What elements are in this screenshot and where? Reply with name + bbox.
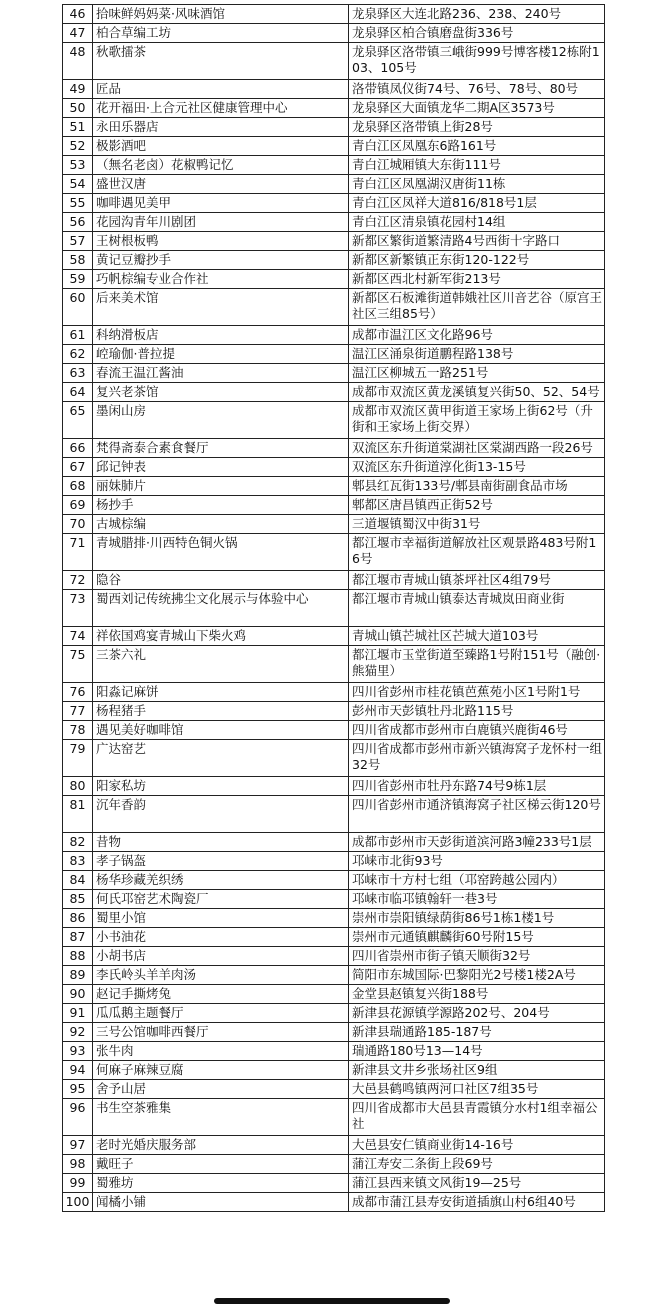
shop-name: 李氏岭头羊羊肉汤 — [93, 966, 349, 985]
shop-address: 新都区西北村新军街213号 — [349, 270, 605, 289]
table-row — [63, 1174, 605, 1193]
row-number: 92 — [63, 1023, 93, 1042]
shop-name: 黄记豆瓣抄手 — [93, 251, 349, 270]
row-number: 65 — [63, 402, 93, 439]
row-number: 91 — [63, 1004, 93, 1023]
shop-name: 阳家私坊 — [93, 777, 349, 796]
table-row — [63, 80, 605, 99]
row-number: 49 — [63, 80, 93, 99]
table-row — [63, 515, 605, 534]
shop-name: 遇见美好咖啡馆 — [93, 721, 349, 740]
row-number: 71 — [63, 534, 93, 571]
table-row — [63, 43, 605, 80]
table-row — [63, 1042, 605, 1061]
shop-name: 三茶六礼 — [93, 646, 349, 683]
shop-address: 青白江区凤凰湖汉唐街11栋 — [349, 175, 605, 194]
table-row — [63, 156, 605, 175]
row-number: 48 — [63, 43, 93, 80]
table-row — [63, 890, 605, 909]
row-number: 96 — [63, 1099, 93, 1136]
table-row — [63, 213, 605, 232]
shop-address: 大邑县安仁镇商业街14-16号 — [349, 1136, 605, 1155]
shop-address: 新都区石板滩街道韩娥社区川音艺谷（原宫王社区三组85号） — [349, 289, 605, 326]
shop-address: 成都市双流区黄龙溪镇复兴街50、52、54号 — [349, 383, 605, 402]
shop-name: 蜀西刘记传统拂尘文化展示与体验中心 — [93, 590, 349, 627]
shop-name: 墨闲山房 — [93, 402, 349, 439]
row-number: 56 — [63, 213, 93, 232]
row-number: 47 — [63, 24, 93, 43]
table-row — [63, 852, 605, 871]
row-number: 99 — [63, 1174, 93, 1193]
table-row — [63, 1004, 605, 1023]
table-row — [63, 175, 605, 194]
shop-list-table — [62, 4, 605, 1212]
shop-name: 赵记手撕烤兔 — [93, 985, 349, 1004]
row-number: 82 — [63, 833, 93, 852]
shop-name: 沉年香韵 — [93, 796, 349, 833]
table-row — [63, 947, 605, 966]
row-number: 62 — [63, 345, 93, 364]
table-row — [63, 966, 605, 985]
row-number: 98 — [63, 1155, 93, 1174]
table-row — [63, 796, 605, 833]
shop-address: 新津县文井乡张场社区9组 — [349, 1061, 605, 1080]
row-number: 74 — [63, 627, 93, 646]
shop-name: 三号公馆咖啡西餐厅 — [93, 1023, 349, 1042]
shop-address: 大邑县鹤鸣镇两河口社区7组35号 — [349, 1080, 605, 1099]
shop-name: 昔物 — [93, 833, 349, 852]
table-row — [63, 909, 605, 928]
shop-address: 邛崃市十方村七组（邛窑跨越公园内） — [349, 871, 605, 890]
shop-address: 都江堰市青城山镇泰达青城岚田商业街 — [349, 590, 605, 627]
row-number: 86 — [63, 909, 93, 928]
shop-address: 四川省彭州市桂花镇芭蕉苑小区1号附1号 — [349, 683, 605, 702]
shop-address: 温江区柳城五一路251号 — [349, 364, 605, 383]
shop-name: 杨抄手 — [93, 496, 349, 515]
table-row — [63, 5, 605, 24]
shop-address: 成都市蒲江县寿安街道插旗山村6组40号 — [349, 1193, 605, 1212]
shop-name: 祥依国鸡宴青城山下柴火鸡 — [93, 627, 349, 646]
shop-address: 彭州市天彭镇牡丹北路115号 — [349, 702, 605, 721]
shop-name: 盛世汉唐 — [93, 175, 349, 194]
shop-name: 蜀雅坊 — [93, 1174, 349, 1193]
row-number: 87 — [63, 928, 93, 947]
table-row — [63, 702, 605, 721]
table-row — [63, 1155, 605, 1174]
shop-address: 洛带镇凤仪街74号、76号、78号、80号 — [349, 80, 605, 99]
row-number: 59 — [63, 270, 93, 289]
row-number: 63 — [63, 364, 93, 383]
shop-address: 四川省成都市彭州市白鹿镇兴鹿街46号 — [349, 721, 605, 740]
table-row — [63, 439, 605, 458]
table-row — [63, 24, 605, 43]
shop-address: 都江堰市青城山镇茶坪社区4组79号 — [349, 571, 605, 590]
table-row — [63, 740, 605, 777]
shop-name: 何麻子麻辣豆腐 — [93, 1061, 349, 1080]
row-number: 55 — [63, 194, 93, 213]
shop-name: 闻橘小铺 — [93, 1193, 349, 1212]
shop-name: 秋歌擂茶 — [93, 43, 349, 80]
shop-name: 春流王温江酱油 — [93, 364, 349, 383]
row-number: 67 — [63, 458, 93, 477]
table-row — [63, 683, 605, 702]
shop-name: 青城腊排·川西特色铜火锅 — [93, 534, 349, 571]
row-number: 89 — [63, 966, 93, 985]
row-number: 66 — [63, 439, 93, 458]
row-number: 88 — [63, 947, 93, 966]
shop-address: 四川省彭州市通济镇海窝子社区梯云街120号 — [349, 796, 605, 833]
row-number: 70 — [63, 515, 93, 534]
shop-address: 青白江区凤祥大道816/818号1层 — [349, 194, 605, 213]
shop-address: 四川省崇州市街子镇天顺街32号 — [349, 947, 605, 966]
table-row — [63, 1080, 605, 1099]
shop-address: 金堂县赵镇复兴街188号 — [349, 985, 605, 1004]
shop-address: 都江堰市幸福街道解放社区观景路483号附16号 — [349, 534, 605, 571]
shop-address: 四川省成都市彭州市新兴镇海窝子龙怀村一组32号 — [349, 740, 605, 777]
table-row — [63, 871, 605, 890]
shop-address: 瑞通路180号13—14号 — [349, 1042, 605, 1061]
shop-name: 张牛肉 — [93, 1042, 349, 1061]
table-row — [63, 721, 605, 740]
shop-address: 蒲江寿安二条街上段69号 — [349, 1155, 605, 1174]
row-number: 95 — [63, 1080, 93, 1099]
shop-name: 杨程猪手 — [93, 702, 349, 721]
table-row — [63, 590, 605, 627]
shop-name: 拾味鲜妈妈菜·风味酒馆 — [93, 5, 349, 24]
row-number: 54 — [63, 175, 93, 194]
table-row — [63, 326, 605, 345]
table-row — [63, 496, 605, 515]
row-number: 68 — [63, 477, 93, 496]
shop-address: 郫都区唐昌镇西正街52号 — [349, 496, 605, 515]
shop-name: 极影酒吧 — [93, 137, 349, 156]
shop-name: 花园沟青年川剧团 — [93, 213, 349, 232]
table-row — [63, 345, 605, 364]
row-number: 78 — [63, 721, 93, 740]
shop-address: 都江堰市玉堂街道至臻路1号附151号（融创·熊猫里） — [349, 646, 605, 683]
shop-address: 蒲江县西来镇文风街19—25号 — [349, 1174, 605, 1193]
row-number: 52 — [63, 137, 93, 156]
shop-name: 书生空茶雅集 — [93, 1099, 349, 1136]
table-row — [63, 1193, 605, 1212]
row-number: 94 — [63, 1061, 93, 1080]
shop-address: 郫县红瓦街133号/郫县南街副食品市场 — [349, 477, 605, 496]
shop-name: 阳淼记麻饼 — [93, 683, 349, 702]
shop-address: 青城山镇芒城社区芒城大道103号 — [349, 627, 605, 646]
shop-name: 后来美术馆 — [93, 289, 349, 326]
shop-name: 科纳滑板店 — [93, 326, 349, 345]
shop-address: 双流区东升街道淳化街13-15号 — [349, 458, 605, 477]
shop-address: 邛崃市北街93号 — [349, 852, 605, 871]
table-row — [63, 928, 605, 947]
shop-name: 广达窑艺 — [93, 740, 349, 777]
shop-name: 小胡书店 — [93, 947, 349, 966]
row-number: 46 — [63, 5, 93, 24]
table-row — [63, 1061, 605, 1080]
shop-address: 成都市双流区黄甲街道王家场上街62号（升街和王家场上街交界） — [349, 402, 605, 439]
shop-name: 崆瑜伽·普拉提 — [93, 345, 349, 364]
table-row — [63, 1136, 605, 1155]
table-row — [63, 627, 605, 646]
table-row — [63, 289, 605, 326]
table-row — [63, 364, 605, 383]
row-number: 100 — [63, 1193, 93, 1212]
shop-address: 龙泉驿区洛带镇三峨街999号博客楼12栋附103、105号 — [349, 43, 605, 80]
shop-address: 邛崃市临邛镇翰轩一巷3号 — [349, 890, 605, 909]
table-row — [63, 194, 605, 213]
shop-address: 新津县花源镇学源路202号、204号 — [349, 1004, 605, 1023]
shop-address: 四川省彭州市牡丹东路74号9栋1层 — [349, 777, 605, 796]
table-row — [63, 777, 605, 796]
shop-name: 巧帆棕编专业合作社 — [93, 270, 349, 289]
row-number: 61 — [63, 326, 93, 345]
table-row — [63, 137, 605, 156]
row-number: 84 — [63, 871, 93, 890]
shop-address: 崇州市崇阳镇绿荫街86号1栋1楼1号 — [349, 909, 605, 928]
shop-address: 温江区涌泉街道鹏程路138号 — [349, 345, 605, 364]
row-number: 64 — [63, 383, 93, 402]
shop-address: 新都区新繁镇正东街120-122号 — [349, 251, 605, 270]
shop-name: 丽妹肺片 — [93, 477, 349, 496]
row-number: 75 — [63, 646, 93, 683]
table-row — [63, 1023, 605, 1042]
table-row — [63, 383, 605, 402]
shop-address: 新津县瑞通路185-187号 — [349, 1023, 605, 1042]
row-number: 51 — [63, 118, 93, 137]
shop-name: 咖啡遇见美甲 — [93, 194, 349, 213]
row-number: 81 — [63, 796, 93, 833]
row-number: 93 — [63, 1042, 93, 1061]
table-row — [63, 251, 605, 270]
row-number: 76 — [63, 683, 93, 702]
table-row — [63, 646, 605, 683]
row-number: 73 — [63, 590, 93, 627]
home-indicator[interactable] — [214, 1298, 450, 1304]
shop-address: 双流区东升街道棠湖社区棠湖西路一段26号 — [349, 439, 605, 458]
shop-address: 三道堰镇蜀汉中街31号 — [349, 515, 605, 534]
row-number: 72 — [63, 571, 93, 590]
row-number: 83 — [63, 852, 93, 871]
row-number: 90 — [63, 985, 93, 1004]
row-number: 58 — [63, 251, 93, 270]
shop-address: 青白江区清泉镇花园村14组 — [349, 213, 605, 232]
table-body — [63, 5, 605, 1212]
shop-address: 四川省成都市大邑县青霞镇分水村1组幸福公社 — [349, 1099, 605, 1136]
row-number: 57 — [63, 232, 93, 251]
shop-name: 老时光婚庆服务部 — [93, 1136, 349, 1155]
shop-address: 崇州市元通镇麒麟街60号附15号 — [349, 928, 605, 947]
shop-name: 永田乐器店 — [93, 118, 349, 137]
table-row — [63, 232, 605, 251]
shop-name: 瓜瓜鹅主题餐厅 — [93, 1004, 349, 1023]
row-number: 60 — [63, 289, 93, 326]
row-number: 53 — [63, 156, 93, 175]
shop-address: 龙泉驿区柏合镇磨盘街336号 — [349, 24, 605, 43]
row-number: 77 — [63, 702, 93, 721]
shop-address: 青白江城厢镇大东街111号 — [349, 156, 605, 175]
shop-name: 蜀里小馆 — [93, 909, 349, 928]
row-number: 80 — [63, 777, 93, 796]
shop-address: 青白江区凤凰东6路161号 — [349, 137, 605, 156]
table-row — [63, 1099, 605, 1136]
row-number: 85 — [63, 890, 93, 909]
shop-address: 龙泉驿区洛带镇上街28号 — [349, 118, 605, 137]
shop-name: 匠品 — [93, 80, 349, 99]
shop-name: 舍予山居 — [93, 1080, 349, 1099]
row-number: 97 — [63, 1136, 93, 1155]
table-row — [63, 118, 605, 137]
shop-name: 隐谷 — [93, 571, 349, 590]
shop-address: 龙泉驿区大面镇龙华二期A区3573号 — [349, 99, 605, 118]
row-number: 50 — [63, 99, 93, 118]
shop-name: 梵得斋泰合素食餐厅 — [93, 439, 349, 458]
table-row — [63, 833, 605, 852]
shop-name: 王树根板鸭 — [93, 232, 349, 251]
shop-name: 邱记钟表 — [93, 458, 349, 477]
table-row — [63, 571, 605, 590]
shop-name: 小书油花 — [93, 928, 349, 947]
table-row — [63, 985, 605, 1004]
shop-address: 新都区繁街道繁清路4号西街十字路口 — [349, 232, 605, 251]
table-row — [63, 270, 605, 289]
shop-address: 成都市温江区文化路96号 — [349, 326, 605, 345]
shop-name: 柏合草编工坊 — [93, 24, 349, 43]
shop-name: 戴旺子 — [93, 1155, 349, 1174]
table-row — [63, 99, 605, 118]
shop-name: 何氏邛窑艺术陶瓷厂 — [93, 890, 349, 909]
shop-address: 龙泉驿区大连北路236、238、240号 — [349, 5, 605, 24]
shop-name: 孝子锅盔 — [93, 852, 349, 871]
row-number: 69 — [63, 496, 93, 515]
shop-address: 简阳市东城国际·巴黎阳光2号楼1楼2A号 — [349, 966, 605, 985]
table-row — [63, 458, 605, 477]
shop-name: 杨华珍藏羌织绣 — [93, 871, 349, 890]
row-number: 79 — [63, 740, 93, 777]
table-row — [63, 402, 605, 439]
table-row — [63, 534, 605, 571]
shop-name: 花开福田·上合元社区健康管理中心 — [93, 99, 349, 118]
table-row — [63, 477, 605, 496]
shop-address: 成都市彭州市天彭街道滨河路3幢233号1层 — [349, 833, 605, 852]
shop-name: 古城棕编 — [93, 515, 349, 534]
shop-name: （無名老卤）花椒鸭记忆 — [93, 156, 349, 175]
shop-name: 复兴老茶馆 — [93, 383, 349, 402]
